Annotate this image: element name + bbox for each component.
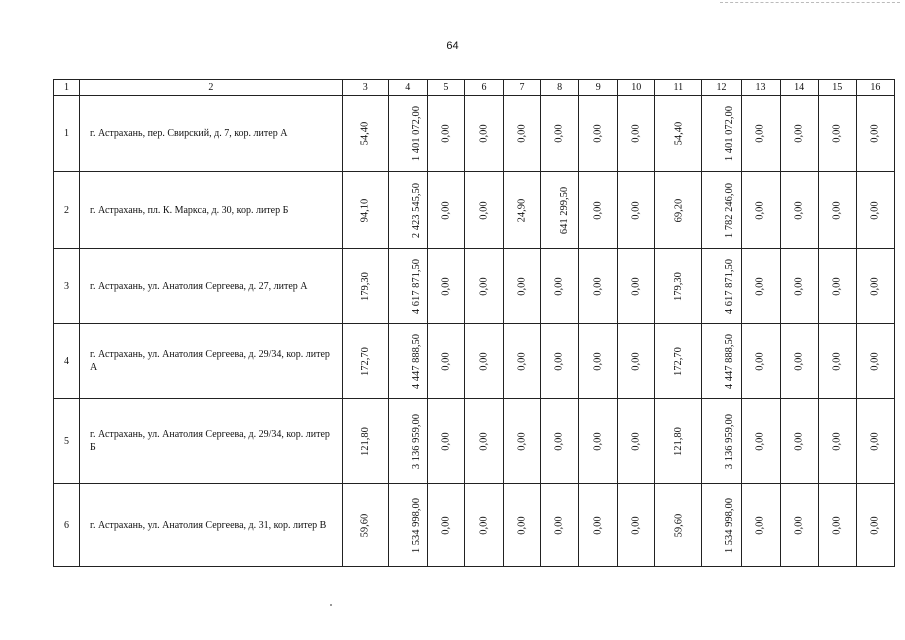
value-text: 0,00 [630, 200, 642, 220]
value-cell-col-9 [579, 249, 618, 324]
value-cell-col-9 [579, 172, 618, 249]
row-number: 5 [54, 399, 80, 484]
value-text: 0,00 [592, 351, 604, 371]
address-cell: г. Астрахань, ул. Анатолия Сергеева, д. 29/34, кор. литер Б [80, 399, 343, 484]
value-cell-col-15 [818, 399, 856, 484]
column-header-10: 10 [618, 80, 655, 96]
value-cell-col-8 [541, 324, 579, 399]
value-text: 0,00 [592, 515, 604, 535]
value-text: 0,00 [440, 124, 452, 143]
column-header-3: 3 [342, 80, 388, 96]
value-cell-col-16 [856, 399, 894, 484]
value-text: 179,30 [672, 271, 684, 301]
column-header-15: 15 [818, 80, 856, 96]
value-text: 0,00 [592, 431, 604, 451]
value-text: 3 136 959,00 [410, 413, 422, 469]
table-row [54, 96, 895, 172]
value-cell-col-5 [427, 249, 464, 324]
value-text: 0,00 [831, 431, 843, 451]
value-text: 94,10 [359, 198, 371, 222]
value-cell-col-13 [741, 399, 780, 484]
value-text: 54,40 [672, 121, 684, 146]
value-text: 0,00 [755, 515, 767, 535]
value-cell-col-9 [579, 484, 618, 567]
table-row [54, 249, 895, 324]
value-text: 641 299,50 [559, 186, 571, 234]
value-text: 0,00 [869, 515, 881, 535]
value-text: 0,00 [478, 124, 490, 143]
value-text: 0,00 [592, 124, 604, 143]
value-text: 69,20 [672, 198, 684, 222]
table-row [54, 484, 895, 567]
value-text: 0,00 [516, 515, 528, 535]
row-number: 4 [54, 324, 80, 399]
value-cell-col-9 [579, 399, 618, 484]
value-cell-col-15 [818, 249, 856, 324]
value-text: 54,40 [359, 121, 371, 146]
value-cell-col-13 [741, 484, 780, 567]
value-text: 172,70 [672, 346, 684, 376]
value-text: 0,00 [793, 124, 805, 143]
value-text: 1 534 998,00 [724, 497, 736, 553]
value-cell-col-15 [818, 96, 856, 172]
value-text: 0,00 [554, 276, 566, 296]
value-text: 0,00 [869, 431, 881, 451]
value-cell-col-12 [702, 172, 741, 249]
column-header-12: 12 [702, 80, 741, 96]
value-text: 0,00 [516, 431, 528, 451]
value-cell-col-10 [618, 249, 655, 324]
scan-artifact-dot [330, 604, 332, 606]
value-text: 0,00 [869, 351, 881, 371]
value-cell-col-14 [780, 484, 818, 567]
value-text: 0,00 [592, 200, 604, 220]
value-text: 4 447 888,50 [410, 333, 422, 389]
value-text: 0,00 [630, 351, 642, 371]
row-number: 6 [54, 484, 80, 567]
value-text: 0,00 [478, 276, 490, 296]
column-header-16: 16 [856, 80, 894, 96]
value-cell-col-12 [702, 249, 741, 324]
table-row [54, 172, 895, 249]
value-text: 1 534 998,00 [410, 497, 422, 553]
column-header-11: 11 [655, 80, 702, 96]
address-cell: г. Астрахань, ул. Анатолия Сергеева, д. 27, литер А [80, 249, 343, 324]
value-text: 0,00 [793, 276, 805, 296]
value-cell-col-13 [741, 172, 780, 249]
value-text: 0,00 [478, 515, 490, 535]
value-cell-col-4 [388, 324, 427, 399]
column-header-13: 13 [741, 80, 780, 96]
address-cell: г. Астрахань, пл. К. Маркса, д. 30, кор. литер Б [80, 172, 343, 249]
value-cell-col-10 [618, 96, 655, 172]
value-cell-col-12 [702, 399, 741, 484]
value-text: 0,00 [440, 351, 452, 371]
page-number: 64 [446, 40, 459, 52]
value-cell-col-6 [464, 96, 503, 172]
value-text: 0,00 [793, 200, 805, 220]
row-number: 3 [54, 249, 80, 324]
value-cell-col-8 [541, 96, 579, 172]
value-cell-col-13 [741, 324, 780, 399]
value-cell-col-5 [427, 484, 464, 567]
value-text: 0,00 [478, 431, 490, 451]
value-cell-col-11 [655, 324, 702, 399]
value-text: 0,00 [478, 200, 490, 220]
value-text: 4 447 888,50 [724, 333, 736, 389]
value-text: 4 617 871,50 [724, 258, 736, 314]
column-header-9: 9 [579, 80, 618, 96]
value-cell-col-4 [388, 96, 427, 172]
value-text: 24,90 [516, 198, 528, 222]
row-number: 1 [54, 96, 80, 172]
value-cell-col-3 [342, 484, 388, 567]
value-text: 0,00 [869, 276, 881, 296]
value-text: 0,00 [755, 431, 767, 451]
column-header-8: 8 [541, 80, 579, 96]
value-cell-col-14 [780, 172, 818, 249]
value-cell-col-12 [702, 484, 741, 567]
value-text: 0,00 [755, 351, 767, 371]
value-text: 0,00 [592, 276, 604, 296]
value-text: 0,00 [755, 276, 767, 296]
column-header-1: 1 [54, 80, 80, 96]
value-cell-col-11 [655, 484, 702, 567]
value-text: 0,00 [793, 515, 805, 535]
value-text: 0,00 [440, 276, 452, 296]
column-header-4: 4 [388, 80, 427, 96]
value-text: 1 401 072,00 [724, 105, 736, 162]
value-cell-col-3 [342, 96, 388, 172]
value-cell-col-15 [818, 484, 856, 567]
header-row [54, 80, 895, 96]
value-text: 0,00 [793, 351, 805, 371]
value-cell-col-16 [856, 172, 894, 249]
value-cell-col-8 [541, 399, 579, 484]
value-text: 121,80 [672, 426, 684, 456]
value-cell-col-11 [655, 96, 702, 172]
value-cell-col-7 [504, 324, 541, 399]
value-cell-col-6 [464, 399, 503, 484]
column-header-2: 2 [80, 80, 343, 96]
value-text: 0,00 [831, 124, 843, 143]
value-text: 0,00 [831, 200, 843, 220]
value-text: 0,00 [440, 515, 452, 535]
value-cell-col-7 [504, 96, 541, 172]
value-text: 0,00 [869, 200, 881, 220]
value-text: 0,00 [554, 431, 566, 451]
data-table [53, 79, 895, 567]
value-text: 0,00 [554, 515, 566, 535]
value-cell-col-5 [427, 172, 464, 249]
row-number: 2 [54, 172, 80, 249]
value-cell-col-16 [856, 249, 894, 324]
value-text: 4 617 871,50 [410, 258, 422, 314]
address-cell: г. Астрахань, пер. Свирский, д. 7, кор. литер А [80, 96, 343, 172]
value-cell-col-3 [342, 399, 388, 484]
value-text: 172,70 [359, 346, 371, 376]
value-cell-col-14 [780, 324, 818, 399]
value-cell-col-13 [741, 249, 780, 324]
value-cell-col-15 [818, 172, 856, 249]
value-cell-col-11 [655, 172, 702, 249]
value-cell-col-11 [655, 399, 702, 484]
value-cell-col-7 [504, 249, 541, 324]
value-cell-col-4 [388, 249, 427, 324]
value-cell-col-10 [618, 484, 655, 567]
value-text: 2 423 545,50 [410, 182, 422, 238]
value-text: 59,60 [672, 513, 684, 537]
value-cell-col-4 [388, 172, 427, 249]
value-cell-col-7 [504, 172, 541, 249]
value-cell-col-12 [702, 96, 741, 172]
value-text: 0,00 [516, 276, 528, 296]
value-text: 1 401 072,00 [410, 105, 422, 162]
table-row [54, 324, 895, 399]
value-cell-col-12 [702, 324, 741, 399]
value-text: 0,00 [831, 351, 843, 371]
value-cell-col-5 [427, 399, 464, 484]
value-cell-col-10 [618, 324, 655, 399]
value-cell-col-6 [464, 172, 503, 249]
value-cell-col-9 [579, 96, 618, 172]
column-header-14: 14 [780, 80, 818, 96]
value-text: 59,60 [359, 513, 371, 537]
scan-artifact-marks [720, 2, 900, 5]
value-text: 0,00 [554, 124, 566, 143]
value-cell-col-4 [388, 484, 427, 567]
value-cell-col-13 [741, 96, 780, 172]
value-text: 0,00 [755, 200, 767, 220]
value-cell-col-6 [464, 324, 503, 399]
value-text: 0,00 [869, 124, 881, 143]
value-text: 0,00 [630, 431, 642, 451]
value-text: 0,00 [755, 124, 767, 143]
value-cell-col-8 [541, 249, 579, 324]
address-cell: г. Астрахань, ул. Анатолия Сергеева, д. 29/34, кор. литер А [80, 324, 343, 399]
value-text: 0,00 [516, 351, 528, 371]
value-cell-col-3 [342, 172, 388, 249]
address-cell: г. Астрахань, ул. Анатолия Сергеева, д. 31, кор. литер В [80, 484, 343, 567]
value-cell-col-7 [504, 484, 541, 567]
value-text: 1 782 246,00 [724, 182, 736, 238]
value-text: 0,00 [440, 200, 452, 220]
column-header-5: 5 [427, 80, 464, 96]
value-cell-col-5 [427, 96, 464, 172]
value-cell-col-10 [618, 172, 655, 249]
value-cell-col-8 [541, 172, 579, 249]
value-cell-col-11 [655, 249, 702, 324]
value-text: 0,00 [478, 351, 490, 371]
value-cell-col-16 [856, 324, 894, 399]
value-cell-col-4 [388, 399, 427, 484]
value-cell-col-3 [342, 249, 388, 324]
value-cell-col-14 [780, 249, 818, 324]
value-text: 0,00 [793, 431, 805, 451]
value-text: 0,00 [831, 276, 843, 296]
value-text: 0,00 [440, 431, 452, 451]
value-text: 121,80 [359, 426, 371, 456]
value-text: 0,00 [554, 351, 566, 371]
column-header-7: 7 [504, 80, 541, 96]
value-text: 0,00 [630, 515, 642, 535]
value-cell-col-6 [464, 484, 503, 567]
value-cell-col-16 [856, 484, 894, 567]
value-cell-col-7 [504, 399, 541, 484]
value-cell-col-3 [342, 324, 388, 399]
table-row [54, 399, 895, 484]
value-cell-col-9 [579, 324, 618, 399]
value-cell-col-14 [780, 96, 818, 172]
value-cell-col-5 [427, 324, 464, 399]
value-cell-col-16 [856, 96, 894, 172]
value-text: 0,00 [831, 515, 843, 535]
value-text: 0,00 [516, 124, 528, 143]
value-cell-col-6 [464, 249, 503, 324]
value-cell-col-15 [818, 324, 856, 399]
value-text: 3 136 959,00 [724, 413, 736, 469]
column-header-6: 6 [464, 80, 503, 96]
value-cell-col-10 [618, 399, 655, 484]
value-text: 0,00 [630, 276, 642, 296]
value-text: 179,30 [359, 271, 371, 301]
value-cell-col-14 [780, 399, 818, 484]
value-text: 0,00 [630, 124, 642, 143]
value-cell-col-8 [541, 484, 579, 567]
